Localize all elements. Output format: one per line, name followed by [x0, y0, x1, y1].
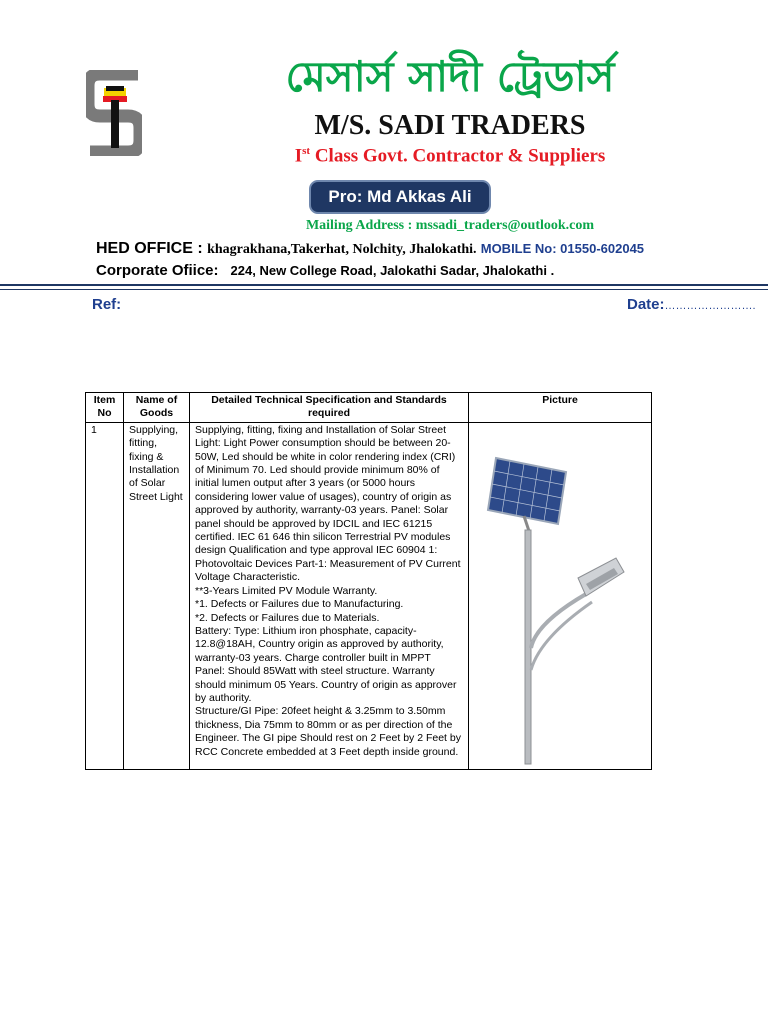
date-field: [627, 296, 756, 313]
mailing-address: Mailing Address : mssadi_traders@outlook.com: [305, 218, 595, 233]
mobile-number: MOBILE No: 01550-602045: [480, 241, 645, 256]
header-picture: Picture: [469, 393, 652, 423]
company-name-english: M/S. SADI TRADERS: [314, 110, 586, 141]
date-blank: …………………….: [664, 300, 756, 312]
header-divider-thick: [0, 284, 768, 286]
head-office-colon: :: [192, 240, 208, 257]
spec-paragraph: Battery: Type: Lithium iron phosphate, capacity-12.8@18AH, Country origin as approved by authority, warranty-03 years. Charge controller built in MPPT Panel: Should 85Watt with steel structure. Warranty should minimum 05 Years. Country of origin as approver by authority.: [195, 624, 457, 704]
header-specification: Detailed Technical Specification and Standards required: [190, 393, 469, 423]
header-divider-thin: [0, 289, 768, 290]
cell-goods-name: Supplying, fitting, fixing & Installation of Solar Street Light: [124, 422, 190, 769]
specification-table: [85, 392, 652, 770]
date-label: Date:: [627, 296, 665, 313]
spec-paragraph: Supplying, fitting, fixing and Installation of Solar Street Light: Light Power consumption should be between 20-50W, Led should be white in color rendering index (CRI) of Minimum 70. Led should provide minimum 80% of initial lumen output after 3 years (or 5000 hours considering lower value of usages), country of origin as approved by authority, warranty-03 years. Panel: Solar panel should be approved by IDCIL and IEC 61215 certified. IEC 61 646 thin silicon Terrestrial PV modules design Qualification and type approval IEC 60904 1: Photovoltaic Devices Part-1: Measurement of PV Current Voltage Characteristic.: [195, 423, 461, 584]
subtitle-ordinal: I: [294, 145, 303, 167]
spec-paragraph: Structure/GI Pipe: 20feet height & 3.25mm to 3.50mm thickness, Dia 75mm to 80mm or as per direction of the Engineer. The GI pipe Should rest on 2 Feet by 2 Feet by RCC Concrete embedded at 3 Feet depth inside ground.: [195, 705, 461, 758]
spec-paragraph: *2. Defects or Failures due to Materials.: [195, 611, 380, 624]
table-row: [86, 422, 652, 769]
head-office-address: khagrakhana,Takerhat, Nolchity, Jhalokathi.: [207, 242, 477, 257]
corporate-office-line: [96, 262, 554, 280]
corporate-office-address: 224, New College Road, Jalokathi Sadar, Jhalokathi .: [230, 263, 555, 278]
head-office-label: HED OFFICE: [96, 240, 193, 257]
company-subtitle: [150, 145, 750, 167]
proprietor-badge: Pro: Md Akkas Ali: [309, 180, 491, 214]
cell-specification: [190, 422, 469, 769]
corporate-office-label: Corporate Ofiice: [96, 262, 214, 279]
head-office-line: [96, 240, 644, 258]
ref-label: Ref:: [92, 296, 122, 313]
corporate-office-colon: :: [213, 262, 219, 279]
cell-picture: [469, 422, 652, 769]
header-item-no: Item No: [86, 393, 124, 423]
company-logo-icon: [86, 70, 142, 156]
table-header-row: [86, 393, 652, 423]
spec-paragraph: *1. Defects or Failures due to Manufacturing.: [195, 598, 404, 611]
subtitle-ordinal-suffix: st: [302, 145, 311, 157]
company-name-bangla: মেসার্স সাদী ট্রেডার্স: [285, 52, 615, 101]
cell-item-no: 1: [86, 422, 124, 769]
header-goods-name: Name of Goods: [124, 393, 190, 423]
spec-paragraph: **3-Years Limited PV Module Warranty.: [195, 584, 378, 597]
subtitle-text: Class Govt. Contractor & Suppliers: [310, 145, 606, 167]
solar-street-light-image: [474, 438, 644, 768]
